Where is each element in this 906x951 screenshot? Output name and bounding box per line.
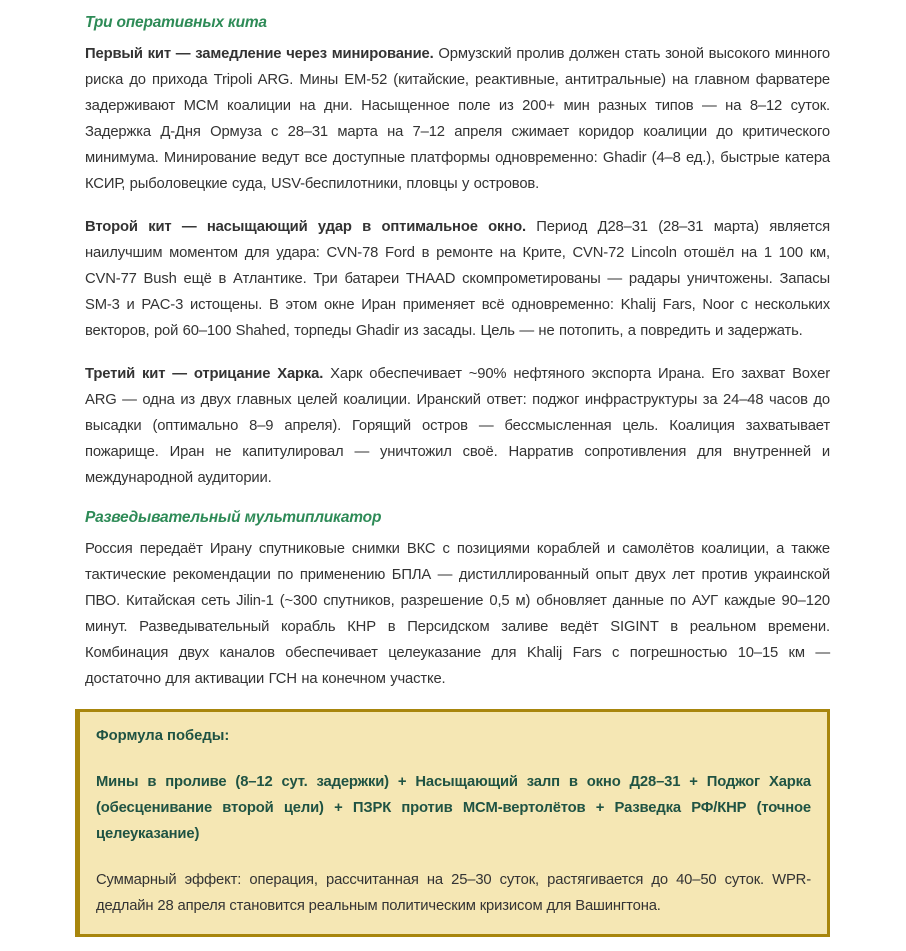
paragraph-second-whale — [85, 214, 830, 344]
paragraph-first-whale — [85, 41, 830, 197]
paragraph-lead-first-whale: Первый кит — замедление через минирование. — [85, 46, 434, 62]
paragraph-text-third-whale: Харк обеспечивает ~90% нефтяного экспорта Ирана. Его захват Boxer ARG — одна из двух главных целей коалиции. Иранский ответ: поджог инфраструктуры за 24–48 часов до высадки (оптимально 8–9 апреля). Горящий остров — бессмысленная цель. Коалиция захватывает пожарище. Иран не капитулировал — уничтожил своё. Нарратив сопротивления для внутренней и международной аудитории. — [85, 366, 830, 486]
paragraph-third-whale — [85, 361, 830, 491]
paragraph-text-first-whale: Ормузский пролив должен стать зоной высокого минного риска до прихода Tripoli ARG. Мины EM-52 (китайские, реактивные, антитральные) на главном фарватере задерживают MCM коалиции на дни. Насыщенное поле из 200+ мин разных типов — на 8–12 суток. Задержка Д-Дня Ормуза с 28–31 марта на 7–12 апреля сжимает коридор коалиции до критического минимума. Минирование ведут все доступные платформы одновременно: Ghadir (4–8 ед.), быстрые катера КСИР, рыболовецкие суда, USV-беспилотники, пловцы у островов. — [85, 46, 830, 192]
callout-formula-text: Мины в проливе (8–12 сут. задержки) + Насыщающий залп в окно Д28–31 + Поджог Харка (обесценивание второй цели) + ПЗРК против MCM-вертолётов + Разведка РФ/КНР (точное целеуказание) — [96, 774, 811, 842]
section-heading-intel-multiplier: Разведывательный мультипликатор — [85, 509, 382, 526]
paragraph-lead-third-whale: Третий кит — отрицание Харка. — [85, 366, 324, 382]
callout-title: Формула победы: — [96, 728, 230, 744]
victory-formula-callout-box — [75, 709, 830, 937]
callout-summary-text: Суммарный эффект: операция, рассчитанная на 25–30 суток, растягивается до 40–50 суток. WPR-дедлайн 28 апреля становится реальным политическим кризисом для Вашингтона. — [96, 872, 811, 914]
paragraph-intel-multiplier: Россия передаёт Ирану спутниковые снимки ВКС с позициями кораблей и самолётов коалиции, а также тактические рекомендации по применению БПЛА — дистиллированный опыт двух лет против украинской ПВО. Китайская сеть Jilin-1 (~300 спутников, разрешение 0,5 м) обновляет данные по АУГ каждые 90–120 минут. Разведывательный корабль КНР в Персидском заливе ведёт SIGINT в реальном времени. Комбинация двух каналов обеспечивает целеуказание для Khalij Fars с погрешностью 10–15 км — достаточно для активации ГСН на конечном участке. — [85, 541, 830, 687]
section-heading-operational-whales: Три оперативных кита — [85, 14, 267, 31]
paragraph-text-second-whale: Период Д28–31 (28–31 марта) является наилучшим моментом для удара: CVN-78 Ford в ремонте на Крите, CVN-72 Lincoln отошёл на 1 100 км, CVN-77 Bush ещё в Атлантике. Три батареи THAAD скомпрометированы — радары уничтожены. Запасы SM-3 и PAC-3 истощены. В этом окне Иран применяет всё одновременно: Khalij Fars, Noor с нескольких векторов, рой 60–100 Shahed, торпеды Ghadir из засады. Цель — не потопить, а повредить и задержать. — [85, 219, 830, 339]
paragraph-lead-second-whale: Второй кит — насыщающий удар в оптимальное окно. — [85, 219, 526, 235]
